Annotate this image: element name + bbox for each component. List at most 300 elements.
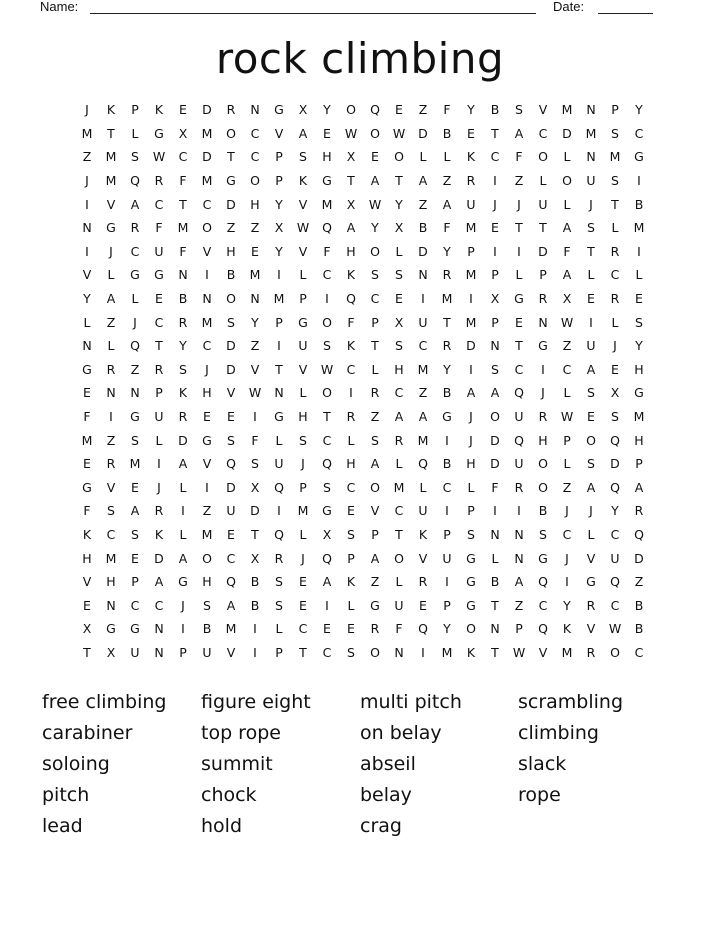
grid-letter[interactable]: P <box>611 102 619 118</box>
grid-letter[interactable]: A <box>634 479 644 495</box>
grid-letter[interactable]: P <box>563 432 571 448</box>
grid-letter[interactable]: B <box>202 621 212 637</box>
grid-letter[interactable]: R <box>442 267 452 283</box>
grid-letter[interactable]: P <box>275 314 283 330</box>
grid-letter[interactable]: S <box>179 361 187 377</box>
grid-letter[interactable]: B <box>634 196 644 212</box>
grid-letter[interactable]: I <box>493 243 497 259</box>
grid-letter[interactable]: G <box>466 574 476 590</box>
grid-letter[interactable]: S <box>515 102 523 118</box>
grid-letter[interactable]: E <box>611 361 619 377</box>
grid-letter[interactable]: R <box>346 409 356 425</box>
grid-letter[interactable]: Q <box>610 432 620 448</box>
grid-letter[interactable]: V <box>538 644 548 660</box>
grid-letter[interactable]: O <box>466 621 476 637</box>
grid-letter[interactable]: I <box>253 644 257 660</box>
grid-letter[interactable]: D <box>466 338 476 354</box>
grid-letter[interactable]: T <box>347 173 355 189</box>
grid-letter[interactable]: Q <box>226 574 236 590</box>
grid-letter[interactable]: C <box>250 149 260 165</box>
grid-letter[interactable]: N <box>106 597 116 613</box>
grid-letter[interactable]: N <box>130 385 140 401</box>
grid-letter[interactable]: I <box>637 173 641 189</box>
grid-letter[interactable]: S <box>587 456 595 472</box>
grid-letter[interactable]: X <box>82 621 92 637</box>
grid-letter[interactable]: O <box>370 125 380 141</box>
grid-letter[interactable]: L <box>443 149 451 165</box>
grid-letter[interactable]: A <box>298 125 308 141</box>
grid-letter[interactable]: M <box>249 267 261 283</box>
grid-letter[interactable]: V <box>586 621 596 637</box>
grid-letter[interactable]: I <box>493 503 497 519</box>
grid-letter[interactable]: N <box>490 338 500 354</box>
grid-letter[interactable]: G <box>106 220 116 236</box>
grid-letter[interactable]: N <box>178 267 188 283</box>
grid-letter[interactable]: G <box>370 597 380 613</box>
grid-letter[interactable]: C <box>154 314 164 330</box>
grid-letter[interactable]: Q <box>418 456 428 472</box>
grid-letter[interactable]: Y <box>83 291 91 307</box>
grid-letter[interactable]: L <box>587 526 595 542</box>
grid-letter[interactable]: L <box>275 621 283 637</box>
grid-letter[interactable]: B <box>226 267 236 283</box>
grid-letter[interactable]: Q <box>346 291 356 307</box>
grid-letter[interactable]: P <box>347 550 355 566</box>
grid-letter[interactable]: I <box>517 243 521 259</box>
grid-letter[interactable]: M <box>81 432 93 448</box>
grid-letter[interactable]: U <box>274 456 284 472</box>
grid-letter[interactable]: D <box>202 102 212 118</box>
grid-letter[interactable]: X <box>346 196 356 212</box>
grid-letter[interactable]: C <box>178 149 188 165</box>
grid-letter[interactable]: G <box>106 621 116 637</box>
grid-letter[interactable]: Q <box>274 479 284 495</box>
grid-letter[interactable]: M <box>177 220 189 236</box>
grid-letter[interactable]: K <box>346 338 356 354</box>
grid-letter[interactable]: Y <box>443 621 451 637</box>
grid-letter[interactable]: A <box>154 574 164 590</box>
grid-letter[interactable]: P <box>635 456 643 472</box>
grid-letter[interactable]: C <box>322 432 332 448</box>
grid-letter[interactable]: Z <box>514 173 524 189</box>
grid-letter[interactable]: P <box>467 503 475 519</box>
grid-letter[interactable]: U <box>610 550 620 566</box>
grid-letter[interactable]: S <box>203 597 211 613</box>
grid-letter[interactable]: O <box>226 125 236 141</box>
grid-letter[interactable]: Y <box>635 338 643 354</box>
grid-letter[interactable]: E <box>347 503 355 519</box>
grid-letter[interactable]: S <box>299 149 307 165</box>
grid-letter[interactable]: G <box>82 361 92 377</box>
grid-letter[interactable]: E <box>83 597 91 613</box>
grid-letter[interactable]: K <box>82 526 92 542</box>
grid-letter[interactable]: U <box>466 196 476 212</box>
grid-letter[interactable]: E <box>419 597 427 613</box>
grid-letter[interactable]: M <box>105 173 117 189</box>
grid-letter[interactable]: G <box>322 173 332 189</box>
grid-letter[interactable]: P <box>515 621 523 637</box>
grid-letter[interactable]: E <box>491 220 499 236</box>
grid-letter[interactable]: L <box>395 456 403 472</box>
grid-letter[interactable]: W <box>320 361 334 377</box>
grid-letter[interactable]: H <box>82 550 92 566</box>
grid-letter[interactable]: L <box>371 361 379 377</box>
grid-letter[interactable]: P <box>275 644 283 660</box>
grid-letter[interactable]: D <box>202 149 212 165</box>
grid-letter[interactable]: Q <box>514 432 524 448</box>
grid-letter[interactable]: R <box>634 503 644 519</box>
grid-letter[interactable]: G <box>514 291 524 307</box>
grid-letter[interactable]: T <box>323 409 331 425</box>
grid-letter[interactable]: Q <box>370 102 380 118</box>
grid-letter[interactable]: S <box>371 267 379 283</box>
grid-letter[interactable]: F <box>83 409 91 425</box>
grid-letter[interactable]: H <box>250 196 260 212</box>
grid-letter[interactable]: M <box>609 149 621 165</box>
grid-letter[interactable]: N <box>154 621 164 637</box>
grid-letter[interactable]: R <box>610 291 620 307</box>
grid-letter[interactable]: I <box>109 409 113 425</box>
grid-letter[interactable]: C <box>634 644 644 660</box>
grid-letter[interactable]: C <box>610 597 620 613</box>
grid-letter[interactable]: L <box>419 149 427 165</box>
grid-letter[interactable]: G <box>274 102 284 118</box>
grid-letter[interactable]: L <box>563 385 571 401</box>
grid-letter[interactable]: I <box>325 291 329 307</box>
grid-letter[interactable]: P <box>131 574 139 590</box>
grid-letter[interactable]: H <box>538 432 548 448</box>
grid-letter[interactable]: J <box>109 243 113 259</box>
grid-letter[interactable]: E <box>155 291 163 307</box>
grid-letter[interactable]: E <box>395 291 403 307</box>
grid-letter[interactable]: N <box>514 526 524 542</box>
grid-letter[interactable]: S <box>611 173 619 189</box>
grid-letter[interactable]: C <box>250 125 260 141</box>
grid-letter[interactable]: E <box>323 621 331 637</box>
grid-letter[interactable]: S <box>587 385 595 401</box>
grid-letter[interactable]: I <box>205 267 209 283</box>
grid-letter[interactable]: Z <box>634 574 644 590</box>
grid-letter[interactable]: N <box>82 338 92 354</box>
grid-letter[interactable]: T <box>179 196 187 212</box>
grid-letter[interactable]: L <box>395 243 403 259</box>
grid-letter[interactable]: Y <box>275 196 283 212</box>
grid-letter[interactable]: W <box>152 149 166 165</box>
grid-letter[interactable]: S <box>611 409 619 425</box>
grid-letter[interactable]: L <box>107 338 115 354</box>
grid-letter[interactable]: L <box>491 550 499 566</box>
grid-letter[interactable]: C <box>610 526 620 542</box>
grid-letter[interactable]: I <box>349 385 353 401</box>
grid-letter[interactable]: G <box>298 314 308 330</box>
grid-letter[interactable]: L <box>179 526 187 542</box>
grid-letter[interactable]: Q <box>130 338 140 354</box>
grid-letter[interactable]: I <box>85 243 89 259</box>
grid-letter[interactable]: M <box>417 432 429 448</box>
grid-letter[interactable]: K <box>106 102 116 118</box>
grid-letter[interactable]: A <box>442 196 452 212</box>
grid-letter[interactable]: F <box>515 149 523 165</box>
grid-letter[interactable]: U <box>418 314 428 330</box>
grid-letter[interactable]: J <box>493 196 497 212</box>
grid-letter[interactable]: E <box>587 409 595 425</box>
grid-letter[interactable]: C <box>562 526 572 542</box>
grid-letter[interactable]: R <box>154 361 164 377</box>
grid-letter[interactable]: N <box>490 621 500 637</box>
grid-letter[interactable]: T <box>491 125 499 141</box>
grid-letter[interactable]: N <box>106 385 116 401</box>
grid-letter[interactable]: M <box>585 125 597 141</box>
grid-letter[interactable]: P <box>131 102 139 118</box>
grid-letter[interactable]: M <box>393 479 405 495</box>
grid-letter[interactable]: Q <box>538 574 548 590</box>
grid-letter[interactable]: S <box>131 432 139 448</box>
grid-letter[interactable]: F <box>563 243 571 259</box>
grid-letter[interactable]: O <box>370 644 380 660</box>
grid-letter[interactable]: M <box>297 503 309 519</box>
grid-letter[interactable]: Z <box>226 220 236 236</box>
grid-letter[interactable]: Z <box>418 385 428 401</box>
grid-letter[interactable]: T <box>251 526 259 542</box>
grid-letter[interactable]: L <box>395 574 403 590</box>
grid-letter[interactable]: U <box>514 456 524 472</box>
grid-letter[interactable]: M <box>417 361 429 377</box>
grid-letter[interactable]: P <box>179 644 187 660</box>
grid-letter[interactable]: A <box>562 267 572 283</box>
grid-letter[interactable]: G <box>274 409 284 425</box>
grid-letter[interactable]: H <box>322 149 332 165</box>
grid-letter[interactable]: M <box>465 267 477 283</box>
grid-letter[interactable]: Z <box>106 314 116 330</box>
grid-letter[interactable]: T <box>491 644 499 660</box>
grid-letter[interactable]: M <box>465 314 477 330</box>
grid-letter[interactable]: U <box>538 196 548 212</box>
grid-letter[interactable]: V <box>250 361 260 377</box>
grid-letter[interactable]: W <box>512 644 526 660</box>
grid-letter[interactable]: B <box>418 220 428 236</box>
grid-letter[interactable]: U <box>586 173 596 189</box>
grid-letter[interactable]: B <box>442 385 452 401</box>
grid-letter[interactable]: G <box>538 338 548 354</box>
grid-letter[interactable]: L <box>299 385 307 401</box>
grid-letter[interactable]: K <box>466 644 476 660</box>
grid-letter[interactable]: J <box>301 456 305 472</box>
grid-letter[interactable]: J <box>613 338 617 354</box>
grid-letter[interactable]: Y <box>275 243 283 259</box>
grid-letter[interactable]: P <box>275 149 283 165</box>
grid-letter[interactable]: I <box>421 644 425 660</box>
grid-letter[interactable]: K <box>562 621 572 637</box>
grid-letter[interactable]: W <box>368 196 382 212</box>
grid-letter[interactable]: J <box>589 196 593 212</box>
grid-letter[interactable]: H <box>346 243 356 259</box>
grid-letter[interactable]: G <box>538 550 548 566</box>
grid-letter[interactable]: Q <box>322 456 332 472</box>
grid-letter[interactable]: D <box>226 338 236 354</box>
grid-letter[interactable]: D <box>538 243 548 259</box>
grid-letter[interactable]: V <box>106 196 116 212</box>
grid-letter[interactable]: U <box>418 503 428 519</box>
grid-letter[interactable]: S <box>611 125 619 141</box>
grid-letter[interactable]: I <box>541 361 545 377</box>
grid-letter[interactable]: M <box>561 102 573 118</box>
grid-letter[interactable]: D <box>226 479 236 495</box>
grid-letter[interactable]: S <box>395 338 403 354</box>
grid-letter[interactable]: N <box>538 314 548 330</box>
grid-letter[interactable]: R <box>106 361 116 377</box>
grid-letter[interactable]: J <box>565 503 569 519</box>
grid-letter[interactable]: C <box>490 149 500 165</box>
grid-letter[interactable]: X <box>250 550 260 566</box>
grid-letter[interactable]: S <box>323 479 331 495</box>
grid-letter[interactable]: O <box>562 173 572 189</box>
grid-letter[interactable]: V <box>298 361 308 377</box>
grid-letter[interactable]: G <box>466 550 476 566</box>
grid-letter[interactable]: H <box>298 409 308 425</box>
grid-letter[interactable]: R <box>514 479 524 495</box>
grid-letter[interactable]: R <box>130 220 140 236</box>
grid-letter[interactable]: N <box>154 644 164 660</box>
grid-letter[interactable]: C <box>202 338 212 354</box>
grid-letter[interactable]: I <box>421 291 425 307</box>
grid-letter[interactable]: D <box>418 125 428 141</box>
grid-letter[interactable]: R <box>370 621 380 637</box>
grid-letter[interactable]: Y <box>635 102 643 118</box>
grid-letter[interactable]: Z <box>418 196 428 212</box>
grid-letter[interactable]: I <box>277 338 281 354</box>
name-entry-line[interactable] <box>90 13 536 14</box>
grid-letter[interactable]: O <box>250 173 260 189</box>
grid-letter[interactable]: U <box>130 644 140 660</box>
grid-letter[interactable]: X <box>394 220 404 236</box>
grid-letter[interactable]: C <box>538 125 548 141</box>
grid-letter[interactable]: U <box>154 243 164 259</box>
grid-letter[interactable]: O <box>202 550 212 566</box>
grid-letter[interactable]: I <box>277 503 281 519</box>
grid-letter[interactable]: R <box>466 173 476 189</box>
grid-letter[interactable]: R <box>106 456 116 472</box>
grid-letter[interactable]: Y <box>443 361 451 377</box>
grid-letter[interactable]: E <box>83 385 91 401</box>
grid-letter[interactable]: F <box>179 243 187 259</box>
grid-letter[interactable]: K <box>346 574 356 590</box>
grid-letter[interactable]: X <box>106 644 116 660</box>
grid-letter[interactable]: T <box>227 149 235 165</box>
grid-letter[interactable]: H <box>634 432 644 448</box>
grid-letter[interactable]: V <box>226 644 236 660</box>
grid-letter[interactable]: K <box>418 526 428 542</box>
grid-letter[interactable]: T <box>371 338 379 354</box>
grid-letter[interactable]: L <box>539 173 547 189</box>
grid-letter[interactable]: U <box>154 409 164 425</box>
grid-letter[interactable]: E <box>179 102 187 118</box>
grid-letter[interactable]: N <box>202 291 212 307</box>
grid-letter[interactable]: H <box>634 361 644 377</box>
grid-letter[interactable]: W <box>392 125 406 141</box>
grid-letter[interactable]: J <box>181 597 185 613</box>
grid-letter[interactable]: F <box>395 621 403 637</box>
grid-letter[interactable]: J <box>157 479 161 495</box>
grid-letter[interactable]: L <box>299 526 307 542</box>
grid-letter[interactable]: Z <box>562 479 572 495</box>
grid-letter[interactable]: Y <box>371 220 379 236</box>
grid-letter[interactable]: R <box>538 409 548 425</box>
grid-letter[interactable]: O <box>538 456 548 472</box>
grid-letter[interactable]: L <box>563 149 571 165</box>
grid-letter[interactable]: E <box>227 409 235 425</box>
grid-letter[interactable]: Z <box>370 574 380 590</box>
grid-letter[interactable]: R <box>226 102 236 118</box>
grid-letter[interactable]: F <box>491 479 499 495</box>
grid-letter[interactable]: N <box>586 149 596 165</box>
grid-letter[interactable]: O <box>538 149 548 165</box>
grid-letter[interactable]: L <box>155 432 163 448</box>
grid-letter[interactable]: Z <box>562 338 572 354</box>
grid-letter[interactable]: S <box>299 432 307 448</box>
grid-letter[interactable]: H <box>346 456 356 472</box>
grid-letter[interactable]: G <box>586 574 596 590</box>
grid-letter[interactable]: I <box>253 409 257 425</box>
grid-letter[interactable]: A <box>322 574 332 590</box>
grid-letter[interactable]: R <box>274 550 284 566</box>
grid-letter[interactable]: P <box>443 526 451 542</box>
grid-letter[interactable]: S <box>107 503 115 519</box>
grid-letter[interactable]: F <box>443 220 451 236</box>
grid-letter[interactable]: R <box>394 432 404 448</box>
grid-letter[interactable]: L <box>587 267 595 283</box>
grid-letter[interactable]: A <box>346 220 356 236</box>
grid-letter[interactable]: Y <box>395 196 403 212</box>
grid-letter[interactable]: G <box>634 149 644 165</box>
grid-letter[interactable]: X <box>322 526 332 542</box>
grid-letter[interactable]: B <box>490 102 500 118</box>
grid-letter[interactable]: E <box>299 574 307 590</box>
grid-letter[interactable]: D <box>226 196 236 212</box>
grid-letter[interactable]: A <box>178 456 188 472</box>
grid-letter[interactable]: G <box>130 409 140 425</box>
grid-letter[interactable]: T <box>611 196 619 212</box>
grid-letter[interactable]: S <box>275 574 283 590</box>
grid-letter[interactable]: C <box>370 291 380 307</box>
grid-letter[interactable]: B <box>178 291 188 307</box>
grid-letter[interactable]: B <box>490 574 500 590</box>
grid-letter[interactable]: S <box>323 338 331 354</box>
grid-letter[interactable]: P <box>443 597 451 613</box>
grid-letter[interactable]: A <box>370 456 380 472</box>
grid-letter[interactable]: Z <box>250 338 260 354</box>
grid-letter[interactable]: Y <box>179 338 187 354</box>
grid-letter[interactable]: S <box>251 456 259 472</box>
grid-letter[interactable]: B <box>442 456 452 472</box>
grid-letter[interactable]: B <box>250 597 260 613</box>
grid-letter[interactable]: S <box>347 644 355 660</box>
grid-letter[interactable]: L <box>347 432 355 448</box>
grid-letter[interactable]: D <box>250 503 260 519</box>
grid-letter[interactable]: T <box>395 526 403 542</box>
grid-letter[interactable]: O <box>394 550 404 566</box>
grid-letter[interactable]: S <box>491 361 499 377</box>
grid-letter[interactable]: C <box>154 196 164 212</box>
grid-letter[interactable]: L <box>419 479 427 495</box>
grid-letter[interactable]: X <box>490 291 500 307</box>
grid-letter[interactable]: C <box>106 526 116 542</box>
grid-letter[interactable]: O <box>226 291 236 307</box>
grid-letter[interactable]: X <box>178 125 188 141</box>
grid-letter[interactable]: S <box>131 149 139 165</box>
grid-letter[interactable]: Y <box>323 102 331 118</box>
grid-letter[interactable]: E <box>299 597 307 613</box>
grid-letter[interactable]: T <box>83 644 91 660</box>
